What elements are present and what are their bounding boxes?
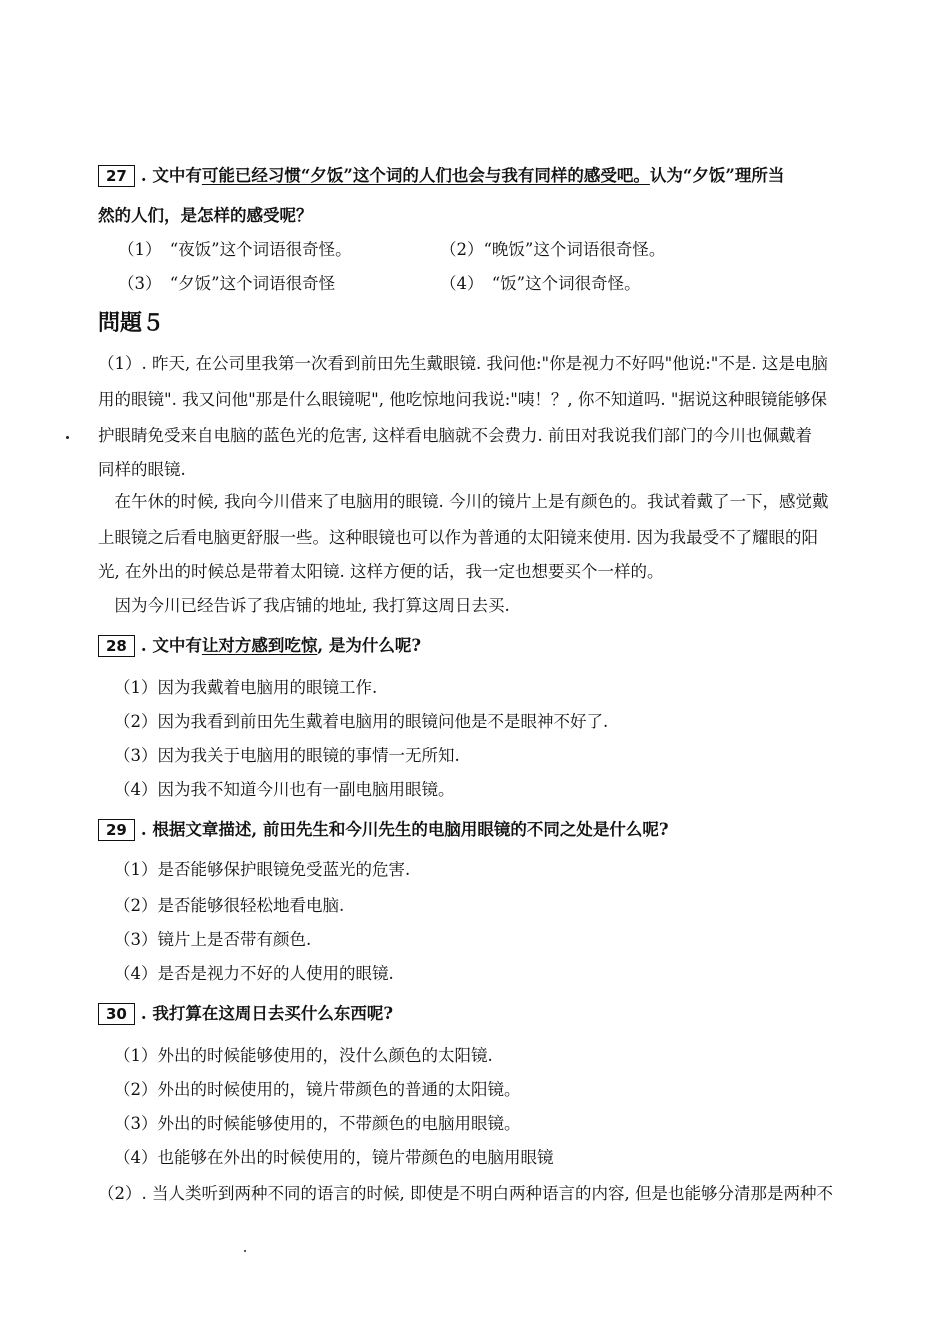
- passage1-line-8: 因为今川已经告诉了我店铺的地址, 我打算这周日去买.: [98, 596, 510, 615]
- q28-option-4: （4）因为我不知道今川也有一副电脑用眼镜。: [114, 780, 455, 799]
- passage1-line-3: 护眼睛免受来自电脑的蓝色光的危害, 这样看电脑就不会费力. 前田对我说我们部门的今川也佩戴着: [98, 426, 812, 445]
- q28-suffix: , 是为什么呢?: [317, 636, 422, 655]
- q29-option-4: （4）是否是视力不好的人使用的眼镜.: [114, 964, 394, 983]
- passage1-line-4: 同样的眼镜.: [98, 460, 186, 479]
- q28-option-2: （2）因为我看到前田先生戴着电脑用的眼镜问他是不是眼神不好了.: [114, 712, 609, 731]
- q27-option-3: （3） “夕饭”这个词语很奇怪: [118, 274, 336, 293]
- q30-stem: [98, 1002, 393, 1026]
- q30-option-2: （2）外出的时候使用的，镜片带颜色的普通的太阳镜。: [114, 1080, 521, 1099]
- q29-number-box: 29: [98, 819, 135, 841]
- q27-option-4: （4） “饭”这个词很奇怪。: [440, 274, 641, 293]
- scan-speck: [66, 436, 69, 439]
- passage1-line-1: （1）. 昨天, 在公司里我第一次看到前田先生戴眼镜. 我问他:"你是视力不好吗"他说:"不是. 这是电脑: [98, 354, 828, 373]
- q28-stem: [98, 634, 421, 658]
- q29-option-2: （2）是否能够很轻松地看电脑.: [114, 896, 345, 915]
- q27-number-box: 27: [98, 165, 135, 187]
- q27-option-1: （1） “夜饭”这个词语很奇怪。: [118, 240, 352, 259]
- q30-text: . 我打算在这周日去买什么东西呢?: [140, 1004, 394, 1023]
- q30-option-3: （3）外出的时候能够使用的，不带颜色的电脑用眼镜。: [114, 1114, 521, 1133]
- scan-speck-2: [244, 1250, 246, 1252]
- section-title: 問題５: [98, 311, 165, 336]
- q27-prefix: . 文中有: [140, 166, 202, 185]
- q29-option-3: （3）镜片上是否带有颜色.: [114, 930, 312, 949]
- q30-option-4: （4）也能够在外出的时候使用的，镜片带颜色的电脑用眼镜: [114, 1148, 554, 1167]
- q29-stem: [98, 818, 669, 842]
- q27-option-2: （2）“晚饭”这个词语很奇怪。: [440, 240, 666, 259]
- q28-underlined-phrase: 让对方感到吃惊: [201, 636, 318, 655]
- q27-stem-line1: [98, 164, 784, 188]
- passage1-line-2: 用的眼镜". 我又问他"那是什么眼镜呢", 他吃惊地问我说:"咦！？, 你不知道吗. "据说这种眼镜能够保: [98, 390, 827, 409]
- q28-number-box: 28: [98, 635, 135, 657]
- q27-stem-line2: 然的人们，是怎样的感受呢？: [98, 206, 313, 225]
- q30-number-box: 30: [98, 1003, 135, 1025]
- q28-option-3: （3）因为我关于电脑用的眼镜的事情一无所知.: [114, 746, 460, 765]
- q30-option-1: （1）外出的时候能够使用的，没什么颜色的太阳镜.: [114, 1046, 493, 1065]
- q28-option-1: （1）因为我戴着电脑用的眼镜工作.: [114, 678, 378, 697]
- q27-underlined-quote: 可能已经习惯“夕饭”这个词的人们也会与我有同样的感受吧。: [201, 166, 650, 185]
- q28-prefix: . 文中有: [140, 636, 202, 655]
- q29-text: . 根据文章描述, 前田先生和今川先生的电脑用眼镜的不同之处是什么呢?: [140, 820, 669, 839]
- q29-option-1: （1）是否能够保护眼镜免受蓝光的危害.: [114, 860, 411, 879]
- passage1-line-6: 上眼镜之后看电脑更舒服一些。这种眼镜也可以作为普通的太阳镜来使用. 因为我最受不了耀眼的阳: [98, 528, 818, 547]
- passage2-line-1: （2）. 当人类听到两种不同的语言的时候, 即使是不明白两种语言的内容, 但是也能够分清那是两种不: [98, 1184, 833, 1203]
- q27-suffix: 认为“夕饭”理所当: [649, 166, 785, 185]
- passage1-line-5: 在午休的时候, 我向今川借来了电脑用的眼镜. 今川的镜片上是有颜色的。我试着戴了一下，感觉戴: [98, 492, 829, 511]
- passage1-line-7: 光, 在外出的时候总是带着太阳镜. 这样方便的话，我一定也想要买个一样的。: [98, 562, 664, 581]
